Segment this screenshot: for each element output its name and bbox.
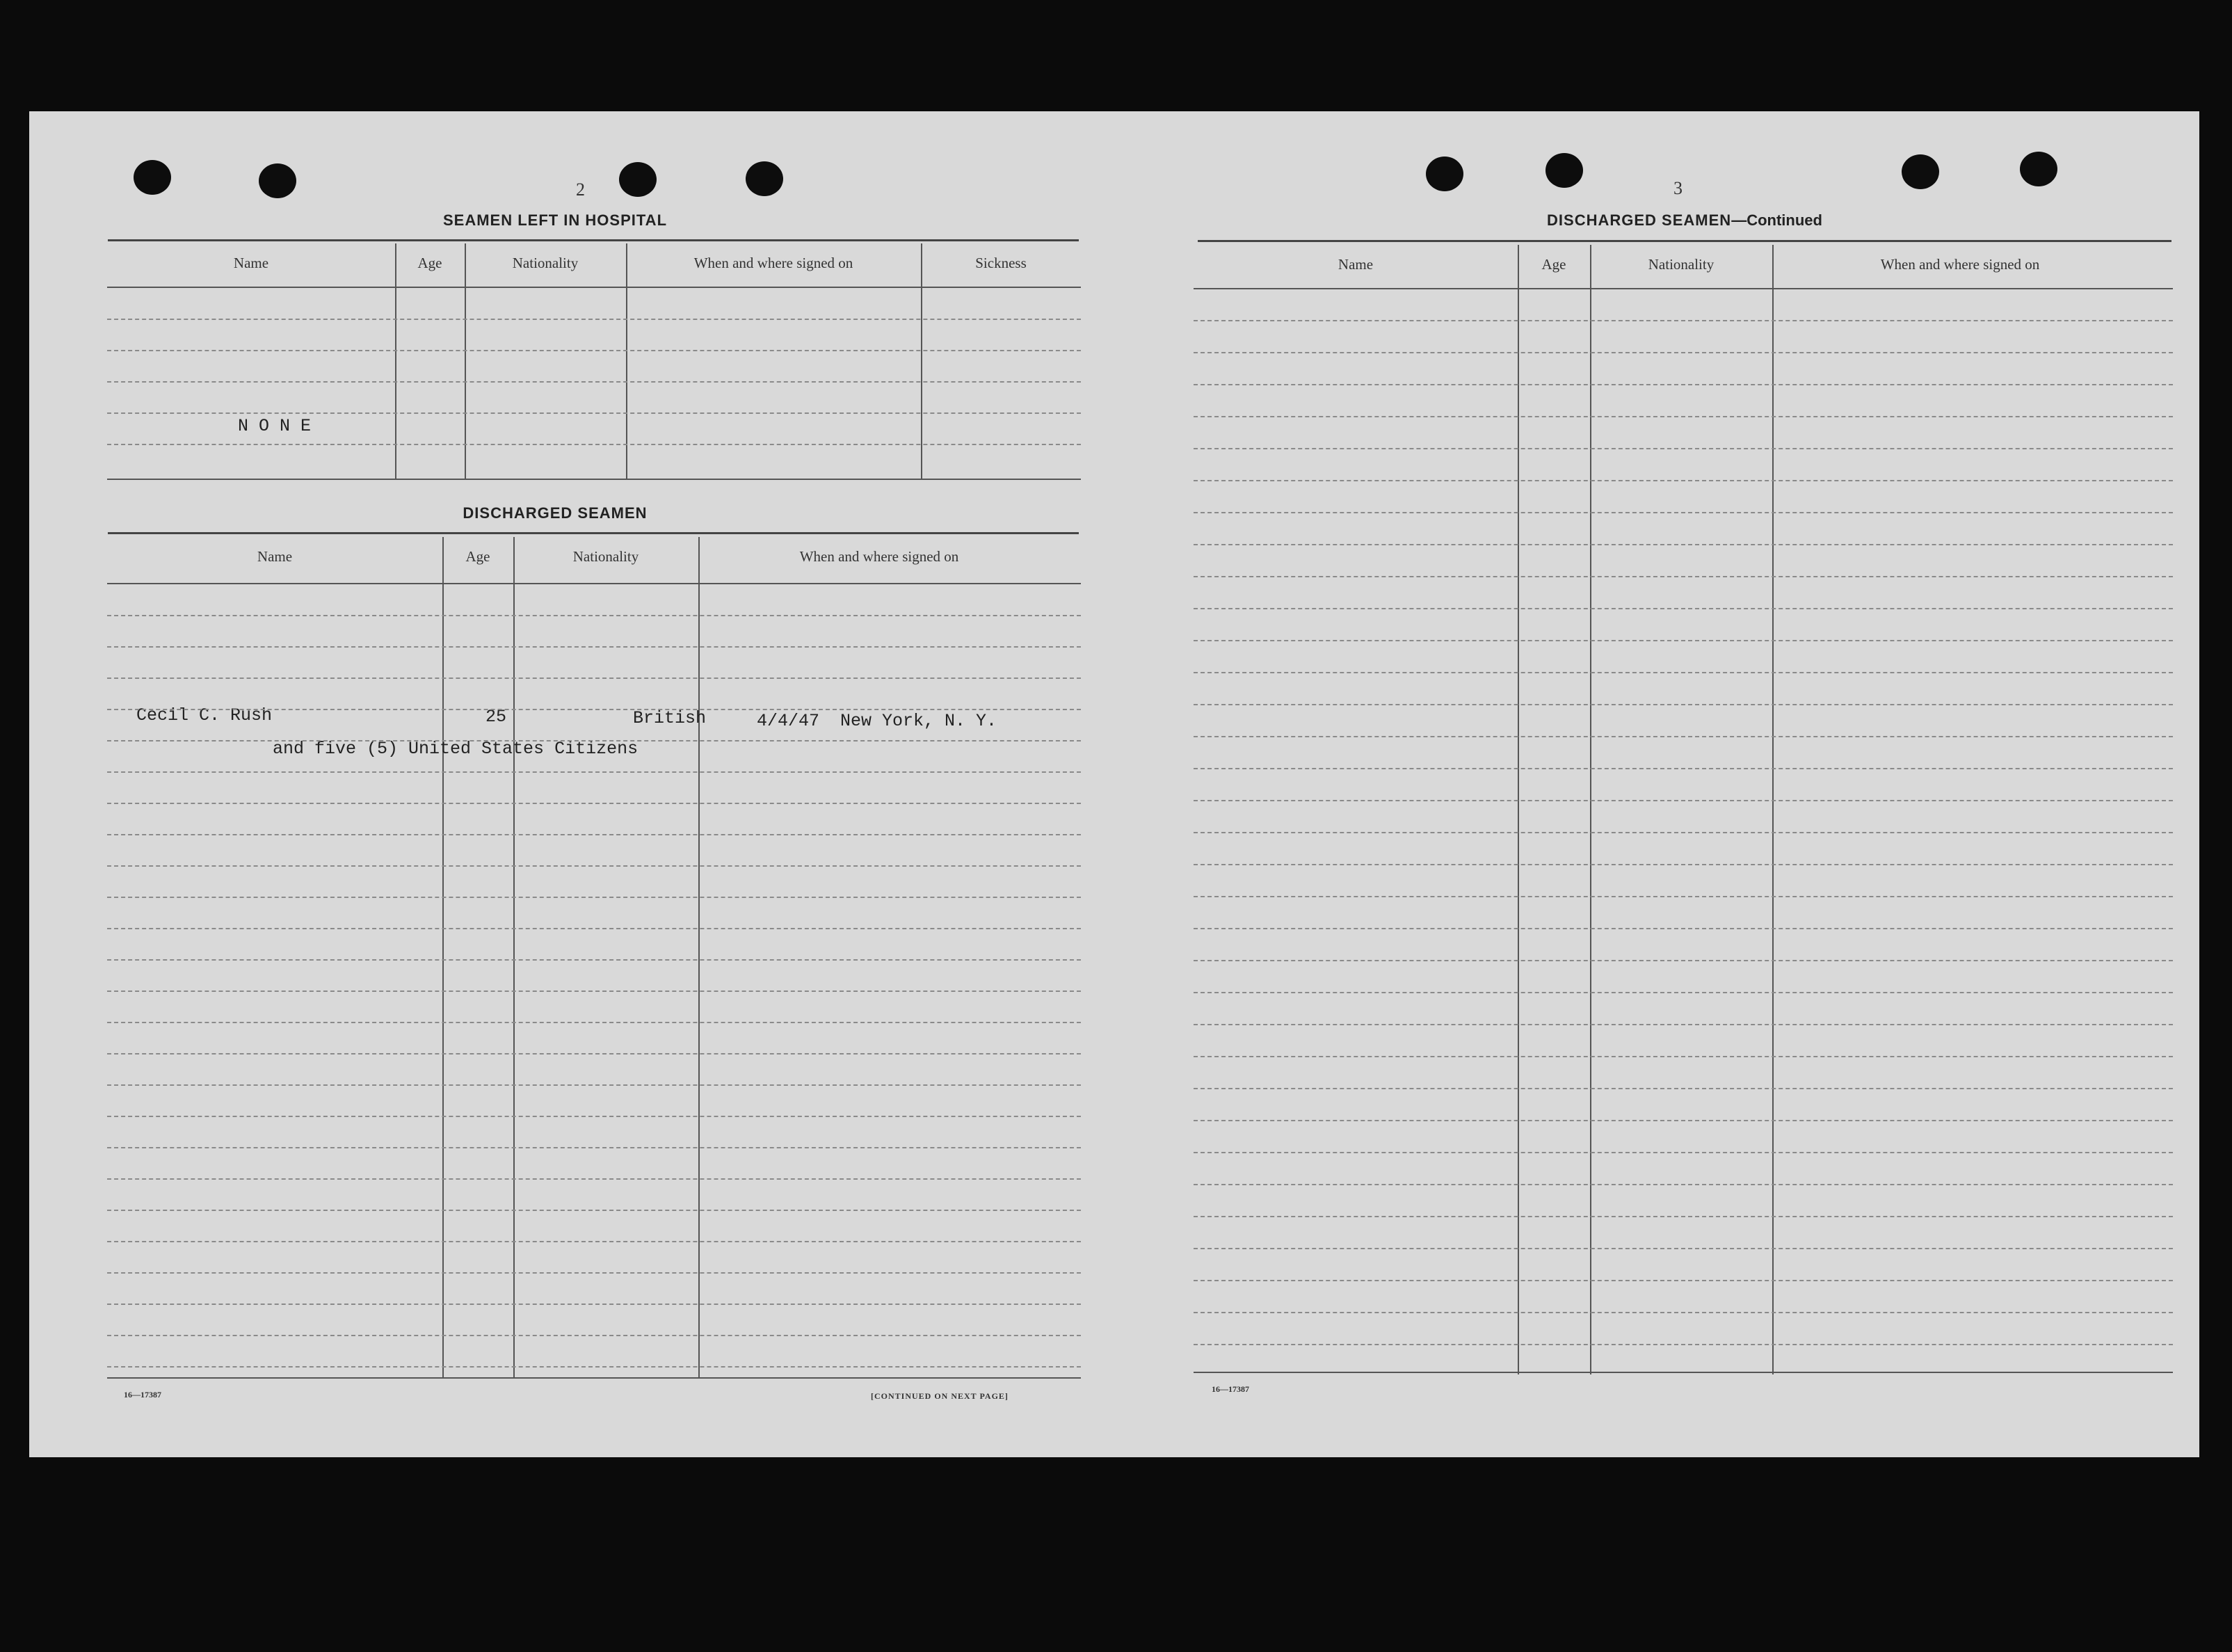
row-line: [107, 1366, 1081, 1368]
row-line: [107, 1084, 1081, 1086]
row-line: [1194, 320, 2173, 321]
punch-hole: [2020, 152, 2057, 186]
page-number-right: 3: [1673, 178, 1683, 198]
row-line: [1194, 640, 2173, 641]
row-line: [107, 709, 1081, 710]
document-sheet: [29, 111, 2199, 1457]
row-line: [107, 771, 1081, 773]
discharged-continued-title: [1198, 211, 2171, 230]
punch-hole: [259, 163, 296, 198]
punch-hole: [746, 161, 783, 196]
continued-note: [CONTINUED ON NEXT PAGE]: [871, 1391, 1009, 1401]
column-header: Nationality: [572, 548, 639, 565]
column-header: When and where signed on: [799, 548, 959, 565]
row-line: [1194, 544, 2173, 545]
column-header: Age: [417, 255, 442, 271]
row-line: [1194, 1152, 2173, 1153]
seaman-name: Cecil C. Rush: [136, 705, 273, 725]
row-line: [1194, 1216, 2173, 1217]
row-line: [1194, 832, 2173, 833]
form-number-left: 16—17387: [124, 1390, 161, 1400]
column-divider: [1772, 245, 1774, 1374]
row-line: [1194, 576, 2173, 577]
discharged-table: [107, 537, 1081, 1379]
row-line: [1194, 896, 2173, 897]
row-line: [1194, 736, 2173, 737]
column-header: Age: [1541, 256, 1566, 273]
punch-hole: [1545, 153, 1583, 188]
row-line: [107, 834, 1081, 835]
column-divider: [513, 537, 515, 1379]
row-line: [107, 1116, 1081, 1117]
row-line: [107, 677, 1081, 679]
hospital-section-title: SEAMEN LEFT IN HOSPITAL: [442, 211, 668, 229]
row-line: [107, 740, 1081, 741]
bottom-rule: [107, 1377, 1081, 1379]
row-line: [107, 1053, 1081, 1054]
column-divider: [1590, 245, 1591, 1374]
row-line: [107, 1272, 1081, 1274]
title-text: DISCHARGED SEAMEN: [1547, 211, 1732, 229]
punch-hole: [1902, 154, 1939, 189]
row-line: [107, 928, 1081, 929]
row-line: [1194, 512, 2173, 513]
column-header: When and where signed on: [1880, 256, 2040, 273]
row-line: [107, 319, 1081, 320]
bottom-rule: [107, 479, 1081, 480]
divider: [108, 532, 1079, 534]
row-line: [107, 1335, 1081, 1336]
header-rule: [107, 287, 1081, 288]
row-line: [1194, 1312, 2173, 1313]
column-header: Name: [1338, 256, 1374, 273]
row-line: [1194, 704, 2173, 705]
divider: [1198, 240, 2171, 242]
discharged-section-title: DISCHARGED SEAMEN: [463, 504, 648, 522]
column-divider: [1518, 245, 1519, 1374]
row-line: [107, 412, 1081, 414]
page-number-left: 2: [576, 179, 585, 200]
seaman-signed-on: 4/4/47 New York, N. Y.: [757, 711, 997, 731]
row-line: [1194, 1248, 2173, 1249]
table-header: [1194, 245, 2173, 273]
column-header: When and where signed on: [693, 255, 853, 271]
row-line: [1194, 480, 2173, 481]
row-line: [1194, 1280, 2173, 1281]
row-line: [107, 381, 1081, 383]
column-divider: [442, 537, 444, 1379]
bottom-rule: [1194, 1372, 2173, 1373]
row-line: [1194, 352, 2173, 353]
divider: [108, 239, 1079, 241]
header-rule: [107, 583, 1081, 584]
row-line: [107, 615, 1081, 616]
table-header: [107, 243, 1081, 272]
row-line: [1194, 448, 2173, 449]
row-line: [1194, 928, 2173, 929]
row-line: [1194, 992, 2173, 993]
table-header: [107, 537, 1081, 566]
row-line: [107, 959, 1081, 961]
row-line: [1194, 864, 2173, 865]
row-line: [107, 1178, 1081, 1180]
column-header: Name: [257, 548, 293, 565]
row-line: [1194, 960, 2173, 961]
column-header: Name: [233, 255, 269, 271]
hospital-entry: N O N E: [238, 416, 312, 436]
punch-hole: [1426, 157, 1463, 191]
row-line: [1194, 1184, 2173, 1185]
column-header: Sickness: [975, 255, 1027, 271]
header-rule: [1194, 288, 2173, 289]
discharge-note: and five (5) United States Citizens: [273, 739, 639, 759]
row-line: [1194, 1120, 2173, 1121]
row-line: [1194, 608, 2173, 609]
row-line: [1194, 800, 2173, 801]
form-number-right: 16—17387: [1212, 1384, 1249, 1394]
column-header: Nationality: [1648, 256, 1715, 273]
row-line: [1194, 768, 2173, 769]
row-line: [1194, 1344, 2173, 1345]
row-line: [107, 1210, 1081, 1211]
row-line: [1194, 1056, 2173, 1057]
row-line: [107, 646, 1081, 648]
seaman-age: 25: [485, 707, 507, 727]
row-line: [107, 897, 1081, 898]
row-line: [1194, 672, 2173, 673]
row-line: [1194, 1024, 2173, 1025]
row-line: [1194, 416, 2173, 417]
row-line: [107, 1147, 1081, 1148]
row-line: [107, 1241, 1081, 1242]
row-line: [107, 991, 1081, 992]
punch-hole: [134, 160, 171, 195]
discharged-continued-table: [1194, 245, 2173, 1379]
row-line: [107, 803, 1081, 804]
row-line: [107, 1304, 1081, 1305]
row-line: [1194, 384, 2173, 385]
row-line: [107, 350, 1081, 351]
row-line: [107, 865, 1081, 867]
hospital-table: [107, 243, 1081, 480]
row-line: [107, 444, 1081, 445]
row-line: [1194, 1088, 2173, 1089]
column-divider: [698, 537, 700, 1379]
punch-hole: [619, 162, 657, 197]
row-line: [107, 1022, 1081, 1023]
column-header: Nationality: [512, 255, 579, 271]
seaman-nationality: British: [633, 708, 707, 728]
column-header: Age: [465, 548, 490, 565]
title-suffix: —Continued: [1731, 211, 1822, 229]
